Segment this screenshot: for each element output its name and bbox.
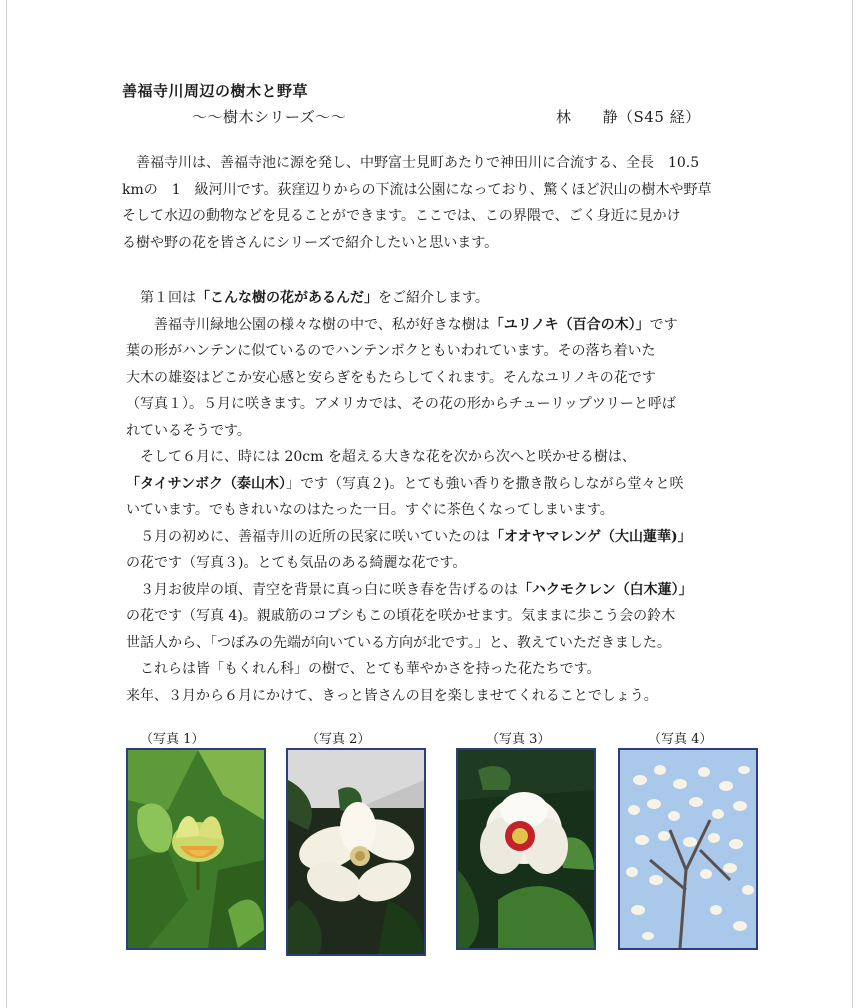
tree-name-yurinoki: 「ユリノキ（百合の木）」 [489,316,650,333]
series-line: 世話人から、「つぼみの先端が向いている方向が北です。」と、教えていただきました。 [126,634,671,651]
photo-2-caption: （写真 2） [306,732,371,747]
series-line [126,524,766,551]
text-span: 善福寺川緑地公園の様々な樹の中で、私が好きな樹は [154,316,490,333]
series-line: 来年、３月から６月にかけて、きっと皆さんの目を楽しませてくれることでしょう。 [126,687,658,704]
white-magnolia-tree-photo [618,748,758,950]
author-name: 林 静（S45 経） [556,108,701,126]
page-edge-right [852,0,853,1008]
text-span: ５月の初めに、善福寺川の近所の民家に咲いていたのは [140,528,490,545]
series-line: そして６月に、時には 20cm を超える大きな花を次から次へと咲かせる樹は、 [140,449,636,465]
intro-paragraph [122,150,762,256]
series-line: の花です（写真 4)。親戚筋のコブシもこの頃花を咲かせます。気ままに歩こう会の鈴木 [126,608,676,624]
text-span: 」です（写真２)。とても強い香りを撒き散らしながら堂々と咲 [286,475,684,492]
intro-line: 善福寺川は、善福寺池に源を発し、中野富士見町あたりで神田川に合流する、全長 10.5 [136,155,700,171]
series-line: 葉の形がハンテンに似ているのでハンテンボクともいわれています。その落ち着いた [126,343,656,359]
article-subtitle: 〜〜樹木シリーズ〜〜 [192,108,347,126]
text-span: です [649,316,678,333]
tree-name-ooyamarenge: 「オオヤマレンゲ（大山蓮華)」 [490,528,692,545]
series-line [126,471,766,498]
intro-line: そして水辺の動物などを見ることができます。ここでは、この界隈で、ごく身近に見かけ [122,208,681,224]
tree-name-taisanboku: 「タイサンボク（泰山木） [126,475,287,492]
text-span: ３月お彼岸の頃、青空を背景に真っ白に咲き春を告げるのは [140,581,518,598]
series-line: 大木の雄姿はどこか安心感と安らぎをもたらしてくれます。そんなユリノキの花です [126,369,656,386]
highlight-title: 「こんな樹の花があるんだ」 [196,290,378,306]
article-title: 善福寺川周辺の樹木と野草 [122,82,309,100]
photo-1-caption: （写真 1） [140,732,205,747]
intro-line: kmの 1 級河川です。荻窪辺りからの下流は公園になっており、驚くほど沢山の樹木や野草 [122,181,712,198]
tulip-tree-flower-photo [126,748,266,950]
series-line: れているそうです。 [126,422,251,439]
intro-line: る樹や野の花を皆さんにシリーズで紹介したいと思います。 [122,234,499,251]
series-line: の花です（写真３)。とても気品のある綺麗な花です。 [126,555,467,571]
series-line [126,577,766,604]
oyama-magnolia-flower-photo [456,748,596,950]
southern-magnolia-flower-photo [286,748,426,956]
series-line [126,312,766,339]
page-edge-left [6,0,7,1008]
photo-4-caption: （写真 4） [648,732,713,747]
photo-3-caption: （写真 3） [486,732,551,747]
series-line [126,285,766,312]
series-body [126,285,766,709]
text-span: 第１回は [140,290,196,306]
series-line: いています。でもきれいなのはたった一日。すぐに茶色くなってしまいます。 [126,502,614,518]
series-line: （写真１）。５月に咲きます。アメリカでは、その花の形からチューリップツリーと呼ば [126,396,676,412]
series-line: これらは皆「もくれん科」の樹で、とても華やかさを持った花たちです。 [140,661,601,677]
text-span: をご紹介します。 [378,290,489,306]
tree-name-hakumokuren: 「ハクモクレン（白木蓮）」 [518,581,693,598]
